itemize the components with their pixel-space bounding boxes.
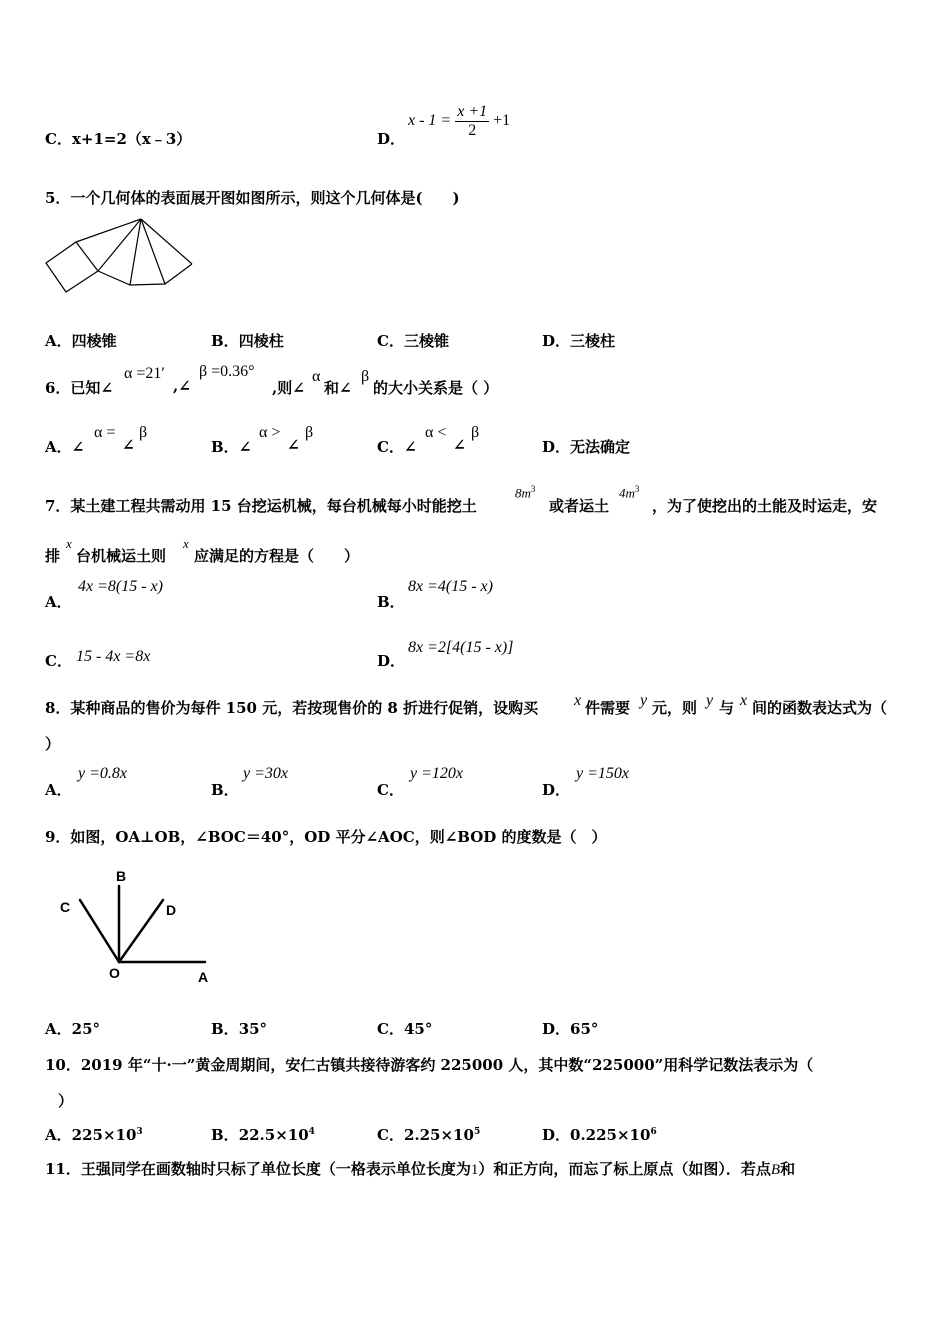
q9-label-b: B bbox=[116, 868, 127, 884]
q9-option-d: D．65° bbox=[542, 1020, 599, 1038]
q7-var-x: x bbox=[66, 536, 72, 551]
q6-option-d: D．无法确定 bbox=[542, 438, 631, 456]
q10-option-d: D．$0.225\times 10^6$ bbox=[542, 1126, 657, 1144]
q7-stem-line2c: 应满足的方程是（ ） bbox=[194, 547, 360, 565]
q6-option-b: B．∠ bbox=[211, 438, 252, 456]
q6-option-c-beta: β bbox=[471, 424, 480, 441]
q5-net-square bbox=[46, 242, 98, 292]
q8-stem-part3: 元，则 bbox=[652, 699, 698, 717]
q6-beta-value: β =0.36° bbox=[199, 363, 255, 380]
q8-var-x-2: x bbox=[740, 692, 748, 709]
q7-stem-line2a: 排 bbox=[45, 547, 61, 565]
q6-option-b-beta: β bbox=[305, 424, 314, 441]
q8-stem-part1: 8．某种商品的售价为每件 150 元，若按现售价的 8 折进行促销，设购买 bbox=[45, 699, 539, 717]
q6-stem-prefix: 6．已知∠ bbox=[45, 379, 114, 397]
q6-option-a: A．∠ bbox=[45, 438, 85, 456]
q8-option-b-math: y =30x bbox=[243, 765, 288, 782]
q7-stem-line2b: 台机械运土则 bbox=[76, 547, 167, 565]
q5-option-c: C．三棱锥 bbox=[377, 332, 449, 350]
q6-option-a-beta: β bbox=[139, 424, 148, 441]
q5-option-d: D．三棱柱 bbox=[542, 332, 616, 350]
q6-alpha-value: α =21′ bbox=[124, 365, 165, 382]
q8-stem-part5: 间的函数表达式为（ bbox=[752, 699, 888, 717]
q8-stem-part2: 件需要 bbox=[585, 699, 631, 717]
q6-stem-suffix: 的大小关系是（ ） bbox=[373, 379, 499, 397]
q8-stem-part4: 与 bbox=[719, 699, 735, 717]
q4-option-d-label: D． bbox=[377, 130, 406, 148]
q7-stem-part1: 7．某土建工程共需动用 15 台挖运机械，每台机械每小时能挖土 bbox=[45, 497, 477, 515]
q10-option-b: B．$22.5\times 10^4$ bbox=[211, 1126, 315, 1144]
q8-option-d-math: y =150x bbox=[576, 765, 629, 782]
q6-alpha: α bbox=[312, 368, 321, 385]
q8-option-c-label: C． bbox=[377, 781, 404, 799]
q9-stem: 9．如图，OA⊥OB，∠BOC＝40°，OD 平分∠AOC，则∠BOD 的度数是（ ） bbox=[45, 828, 607, 846]
q9-label-o: O bbox=[109, 965, 120, 981]
q6-stem-and: 和∠ bbox=[324, 379, 352, 397]
q6-option-a-angle: ∠ bbox=[122, 436, 135, 454]
q8-option-d-label: D． bbox=[542, 781, 571, 799]
q7-stem-part2: 或者运土 bbox=[549, 497, 610, 515]
q8-option-a-label: A． bbox=[45, 781, 72, 799]
q8-stem-line2: ） bbox=[45, 735, 61, 753]
q6-option-c-math: α < bbox=[425, 424, 447, 441]
q10-option-c: C．$2.25\times 10^5$ bbox=[377, 1126, 481, 1144]
q8-var-y-2: y bbox=[706, 692, 714, 709]
q7-option-c-label: C． bbox=[45, 652, 72, 670]
q4-option-c: C．x+1=2（x﹣3） bbox=[45, 130, 192, 148]
q5-option-b: B．四棱柱 bbox=[211, 332, 284, 350]
q9-label-a: A bbox=[198, 969, 209, 985]
q6-beta: β bbox=[361, 368, 370, 385]
q6-option-b-angle: ∠ bbox=[287, 436, 300, 454]
q7-rate-move: $4m^3$ bbox=[619, 484, 640, 501]
q7-option-a-math: 4x =8(15 - x) bbox=[78, 578, 163, 595]
q6-option-c: C．∠ bbox=[377, 438, 417, 456]
q9-ray-oc bbox=[80, 900, 119, 962]
q7-option-b-label: B． bbox=[377, 593, 405, 611]
q7-option-b-math: 8x =4(15 - x) bbox=[408, 578, 493, 595]
q9-label-c: C bbox=[60, 899, 71, 915]
q6-option-b-math: α > bbox=[259, 424, 281, 441]
q6-option-c-angle: ∠ bbox=[453, 436, 466, 454]
q7-stem-part3: ，为了使挖出的土能及时运走，安 bbox=[652, 497, 878, 515]
q5-option-a: A．四棱锥 bbox=[45, 332, 117, 350]
q8-option-b-label: B． bbox=[211, 781, 239, 799]
q10-option-a: A．$225\times 10^3$ bbox=[45, 1126, 143, 1144]
q9-option-a: A．25° bbox=[45, 1020, 101, 1038]
q9-option-b: B．35° bbox=[211, 1020, 268, 1038]
q4-option-d-equation: x - 1 = $\frac{x +1}{2}$ +1 bbox=[408, 103, 511, 139]
q8-option-a-math: y =0.8x bbox=[78, 765, 127, 782]
q8-option-c-math: y =120x bbox=[410, 765, 463, 782]
q7-option-d-math: 8x =2[4(15 - x)] bbox=[408, 639, 514, 656]
q5-net-figure bbox=[40, 212, 200, 297]
q7-option-d-label: D． bbox=[377, 652, 406, 670]
q5-stem: 5．一个几何体的表面展开图如图所示，则这个几何体是( ) bbox=[45, 189, 460, 207]
q7-option-c-math: 15 - 4x =8x bbox=[76, 648, 151, 665]
q7-var-x-2: x bbox=[183, 536, 189, 551]
q8-var-x: x bbox=[574, 692, 582, 709]
q9-option-c: C．45° bbox=[377, 1020, 433, 1038]
q10-stem-line2: ） bbox=[58, 1092, 74, 1110]
q10-stem: 10．2019 年“十·一”黄金周期间，安仁古镇共接待游客约 225000 人，其中数“225000”用科学记数法表示为（ bbox=[45, 1056, 814, 1074]
q11-stem: 11．王强同学在画数轴时只标了单位长度（一格表示单位长度为1）和正方向，而忘了标上原点（如图）．若点B和 bbox=[45, 1160, 796, 1178]
q6-stem-mid: ,则∠ bbox=[272, 379, 305, 397]
q9-ray-od bbox=[119, 900, 163, 962]
q6-option-a-math: α = bbox=[94, 424, 116, 441]
q9-label-d: D bbox=[166, 902, 177, 918]
q7-option-a-label: A． bbox=[45, 593, 72, 611]
q8-var-y: y bbox=[640, 692, 648, 709]
q9-angle-figure bbox=[55, 862, 220, 987]
q6-stem-comma: ,∠ bbox=[173, 377, 191, 395]
q7-rate-dig: $8m^3$ bbox=[515, 484, 536, 501]
